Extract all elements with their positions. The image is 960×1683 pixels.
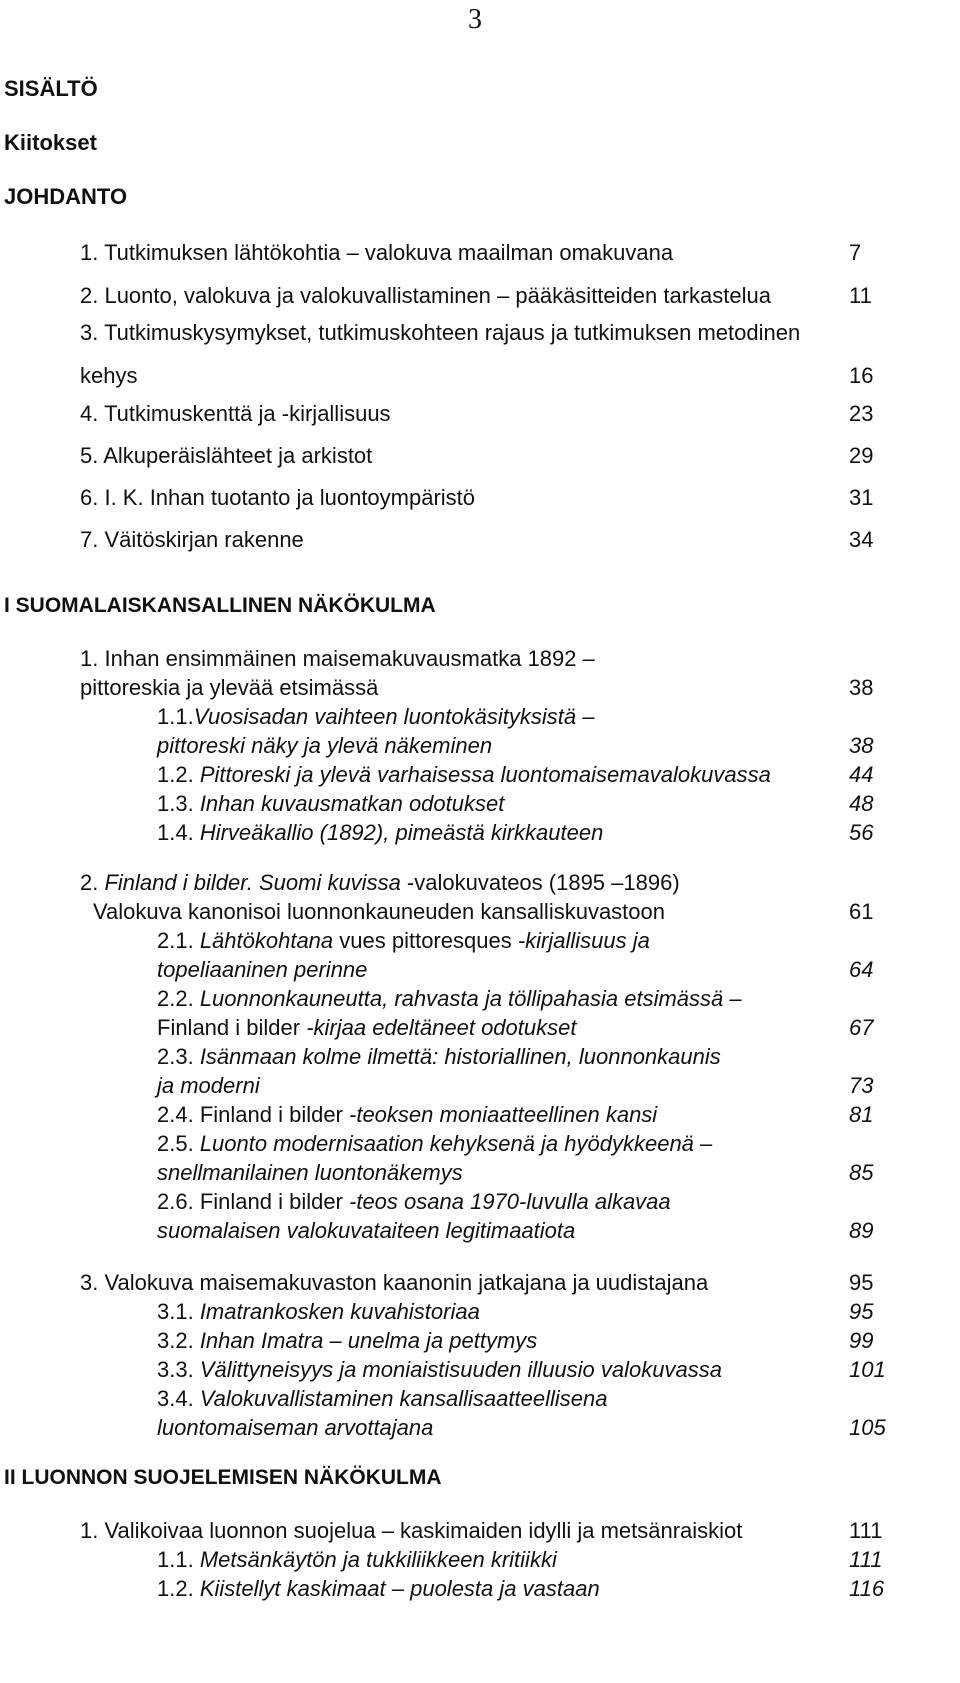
section-title: Luonnonkauneutta, rahvasta ja töllipahasia etsimässä –: [199, 986, 742, 1011]
text-span: Suomi kuvissa: [258, 870, 401, 895]
toc-entry-page: 38: [849, 675, 874, 700]
toc-entry-text: [157, 1547, 557, 1573]
toc-entry-text: [157, 1576, 600, 1602]
text-span: -kirjallisuus ja: [517, 928, 650, 953]
toc-entry-text: pittoreski näky ja ylevä näkeminen: [157, 733, 493, 758]
toc-entry-page: 44: [849, 762, 874, 787]
text-span: -kirjaa edeltäneet odotukset: [300, 1015, 577, 1040]
text-span: -teos osana 1970-luvulla alkavaa: [342, 1189, 671, 1214]
text-span: 2.: [80, 870, 105, 895]
toc-entry-text: ja moderni: [157, 1073, 260, 1098]
toc-entry-text: [157, 1044, 721, 1070]
toc-entry-text: 1. Valikoivaa luonnon suojelua – kaskimaiden idylli ja metsänraiskiot: [80, 1518, 743, 1543]
toc-entry-page: 64: [849, 957, 874, 982]
toc-entry-page: 95: [849, 1299, 874, 1324]
section-number: 1.3.: [157, 791, 194, 816]
toc-entry-page: 85: [849, 1160, 874, 1185]
toc-entry-text: [157, 1299, 480, 1325]
section-number: 3.2.: [157, 1328, 200, 1353]
toc-entry-text: kehys: [80, 363, 138, 388]
text-span: Finland i bilder: [199, 1102, 343, 1127]
toc-entry-text: [157, 1189, 671, 1215]
toc-entry-page: 67: [849, 1015, 874, 1040]
section-number: 1.4.: [157, 820, 194, 845]
text-span: Finland i bilder.: [104, 870, 253, 895]
section-number: 2.4.: [157, 1102, 200, 1127]
toc-entry-text: [157, 791, 504, 817]
toc-entry-text: pittoreskia ja ylevää etsimässä: [80, 675, 379, 700]
toc-entry-page: 116: [849, 1576, 885, 1601]
heading-part1: I SUOMALAISKANSALLINEN NÄKÖKULMA: [4, 594, 436, 617]
section-title: Vuosisadan vaihteen luontokäsityksistä –: [193, 704, 595, 729]
section-title: Valokuvallistaminen kansallisaatteellisena: [199, 1386, 608, 1411]
toc-entry-page: 105: [849, 1415, 886, 1440]
toc-entry-text: [157, 762, 771, 788]
section-number: 2.3.: [157, 1044, 200, 1069]
toc-entry-page: 34: [849, 527, 874, 552]
section-number: 3.1.: [157, 1299, 200, 1324]
toc-entry-text: luontomaiseman arvottajana: [157, 1415, 434, 1440]
heading-intro: JOHDANTO: [4, 184, 128, 209]
heading-thanks: Kiitokset: [4, 130, 97, 155]
toc-entry-text: [157, 1131, 712, 1157]
toc-entry-text: suomalaisen valokuvataiteen legitimaatiota: [157, 1218, 576, 1243]
toc-entry-text: [157, 986, 742, 1012]
toc-entry-text: [157, 1386, 607, 1412]
section-title: Isänmaan kolme ilmettä: historiallinen, luonnonkaunis: [199, 1044, 721, 1069]
toc-entry-text: [157, 1015, 576, 1041]
toc-entry-text: snellmanilainen luontonäkemys: [157, 1160, 463, 1185]
section-title: Imatrankosken kuvahistoriaa: [199, 1299, 480, 1324]
toc-entry-page: 81: [849, 1102, 874, 1127]
toc-entry-text: 5. Alkuperäislähteet ja arkistot: [80, 443, 373, 468]
text-span: -teoksen moniaatteellinen kansi: [342, 1102, 658, 1127]
section-title: Metsänkäytön ja tukkiliikkeen kritiikki: [199, 1547, 557, 1572]
section-title: Kiistellyt kaskimaat – puolesta ja vastaan: [199, 1576, 600, 1601]
toc-entry-page: 95: [849, 1270, 874, 1295]
toc-entry-page: 11: [849, 283, 872, 308]
toc-entry-page: 48: [849, 791, 874, 816]
toc-entry-page: 111: [849, 1518, 883, 1543]
toc-entry-text: 2. Luonto, valokuva ja valokuvallistaminen – pääkäsitteiden tarkastelua: [80, 283, 771, 308]
toc-entry-page: 23: [849, 401, 874, 426]
section-title: Hirveäkallio (1892), pimeästä kirkkauteen: [193, 820, 604, 845]
toc-entry-page: 38: [849, 733, 874, 758]
toc-entry-text: [80, 870, 680, 896]
toc-entry-page: 56: [849, 820, 874, 845]
section-number: 2.6.: [157, 1189, 200, 1214]
toc-entry-text: 1. Inhan ensimmäinen maisemakuvausmatka 1892 –: [80, 646, 595, 671]
section-title: Luonto modernisaation kehyksenä ja hyödykkeenä –: [199, 1131, 713, 1156]
section-title: Inhan kuvausmatkan odotukset: [193, 791, 505, 816]
section-number: 2.5.: [157, 1131, 200, 1156]
section-number: 3.4.: [157, 1386, 200, 1411]
text-span: Lähtökohtana: [199, 928, 334, 953]
page-number: 3: [468, 4, 482, 35]
toc-entry-page: 73: [849, 1073, 874, 1098]
toc-entry-text: 4. Tutkimuskenttä ja -kirjallisuus: [80, 401, 391, 426]
toc-entry-text: [157, 820, 603, 846]
section-number: 2.2.: [157, 986, 200, 1011]
section-number: 1.2.: [157, 762, 194, 787]
toc-entry-text: 3. Tutkimuskysymykset, tutkimuskohteen rajaus ja tutkimuksen metodinen: [80, 320, 801, 345]
heading-part2: II LUONNON SUOJELEMISEN NÄKÖKULMA: [4, 1466, 442, 1489]
section-number: 1.2.: [157, 1576, 200, 1601]
toc-entry-page: 16: [849, 363, 874, 388]
section-number: 1.1.: [157, 1547, 200, 1572]
toc-entry-text: topeliaaninen perinne: [157, 957, 368, 982]
toc-entry-page: 7: [849, 240, 862, 265]
toc-entry-text: [157, 704, 594, 730]
section-title: Pittoreski ja ylevä varhaisessa luontomaisemavalokuvassa: [193, 762, 771, 787]
toc-entry-page: 99: [849, 1328, 874, 1353]
toc-entry-text: [157, 928, 650, 954]
toc-entry-text: Valokuva kanonisoi luonnonkauneuden kansalliskuvastoon: [93, 899, 665, 924]
heading-contents: SISÄLTÖ: [4, 76, 98, 101]
toc-entry-page: 111: [849, 1547, 883, 1572]
text-span: -valokuvateos (1895 –1896): [400, 870, 680, 895]
toc-entry-text: 3. Valokuva maisemakuvaston kaanonin jatkajana ja uudistajana: [80, 1270, 709, 1295]
section-number: 2.1.: [157, 928, 200, 953]
toc-entry-page: 31: [849, 485, 874, 510]
toc-entry-text: [157, 1328, 537, 1354]
text-span: Finland i bilder: [157, 1015, 301, 1040]
toc-entry-page: 89: [849, 1218, 874, 1243]
toc-entry-text: [157, 1357, 722, 1383]
section-number: 1.1.: [157, 704, 194, 729]
section-title: Välittyneisyys ja moniaistisuuden illuusio valokuvassa: [199, 1357, 722, 1382]
toc-entry-page: 61: [849, 899, 874, 924]
toc-entry-text: 1. Tutkimuksen lähtökohtia – valokuva maailman omakuvana: [80, 240, 674, 265]
toc-entry-page: 101: [849, 1357, 886, 1382]
section-title: Inhan Imatra – unelma ja pettymys: [199, 1328, 538, 1353]
text-span: Finland i bilder: [199, 1189, 343, 1214]
toc-entry-text: [157, 1102, 657, 1128]
toc-entry-page: 29: [849, 443, 874, 468]
toc-entry-text: 7. Väitöskirjan rakenne: [80, 527, 304, 552]
text-span: vues pittoresques: [333, 928, 518, 953]
toc-entry-text: 6. I. K. Inhan tuotanto ja luontoympäristö: [80, 485, 476, 510]
section-number: 3.3.: [157, 1357, 200, 1382]
